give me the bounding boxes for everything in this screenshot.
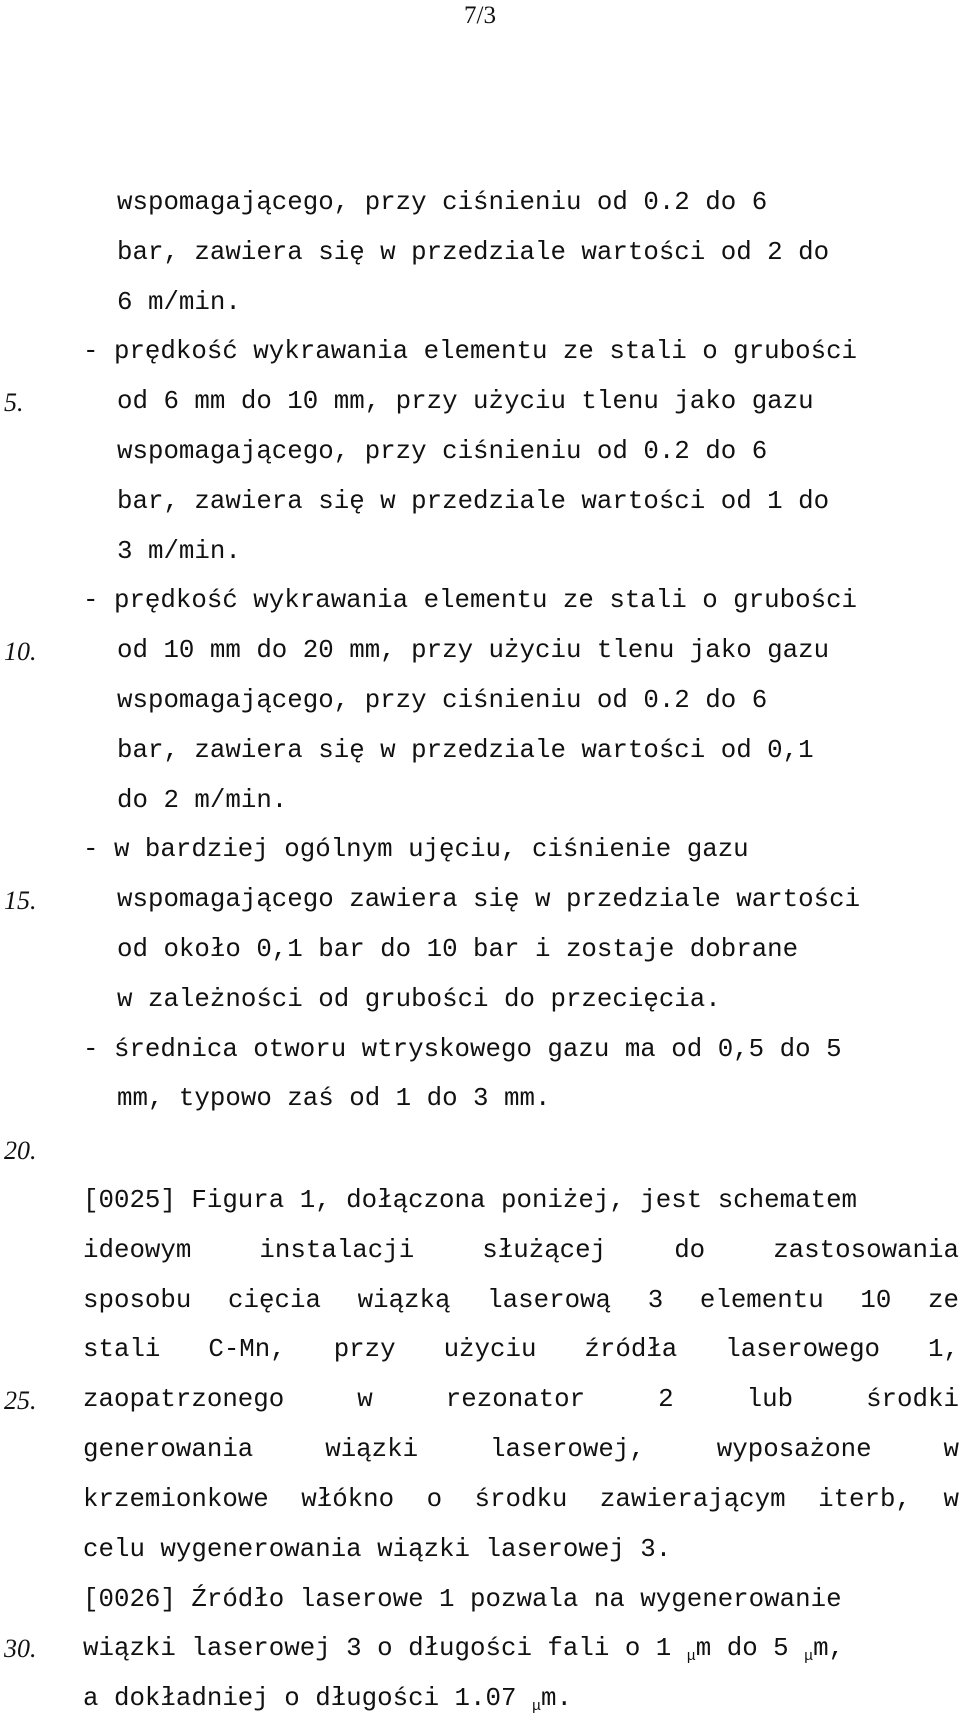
word: wyposażone — [716, 1435, 872, 1464]
word: środki — [866, 1385, 959, 1415]
page-number: 7/3 — [464, 2, 496, 29]
word: instalacji — [259, 1235, 415, 1265]
word: elementu — [699, 1285, 824, 1315]
line-number: 30. — [4, 1634, 37, 1663]
paragraph-line: [0025] Figura 1, dołączona poniżej, jest schematem — [83, 1186, 858, 1215]
text-segment: m do 5 — [695, 1634, 805, 1663]
text-line: od 10 mm do 20 mm, przy użyciu tlenu jako gazu — [117, 636, 830, 666]
word: zastosowania — [773, 1235, 959, 1265]
word: ze — [928, 1285, 959, 1315]
word: C-Mn, — [208, 1335, 286, 1365]
line-number: 10. — [4, 637, 37, 666]
text-line: 6 m/min. — [117, 287, 241, 317]
text-line: 3 m/min. — [117, 536, 241, 566]
line-number: 15. — [4, 886, 37, 915]
text-segment: wiązki laserowej 3 o długości fali o 1 — [83, 1634, 687, 1663]
word: zawierającym — [599, 1484, 786, 1514]
word: iterb, — [818, 1484, 911, 1514]
paragraph-line — [83, 1286, 959, 1316]
paragraph-line — [83, 1236, 959, 1266]
word: służącej — [482, 1235, 607, 1265]
text-line: wspomagającego zawiera się w przedziale wartości — [117, 885, 861, 915]
micro-symbol: μ — [531, 1698, 541, 1715]
text-line: bar, zawiera się w przedziale wartości od 0,1 — [117, 735, 814, 765]
text-line: w zależności od grubości do przecięcia. — [117, 984, 721, 1014]
text-line: wspomagającego, przy ciśnieniu od 0.2 do 6 — [117, 188, 768, 217]
word: cięcia — [228, 1285, 321, 1315]
word: lub — [746, 1385, 794, 1415]
text-line: mm, typowo zaś od 1 do 3 mm. — [117, 1084, 551, 1114]
word: 1, — [927, 1335, 959, 1365]
word: w — [943, 1435, 959, 1464]
word: generowania — [83, 1435, 254, 1464]
word: wiązką — [357, 1285, 451, 1315]
word: laserowej, — [490, 1435, 645, 1464]
word: rezonator — [445, 1385, 586, 1415]
paragraph-line — [83, 1385, 959, 1415]
text-line: wspomagającego, przy ciśnieniu od 0.2 do 6 — [117, 437, 768, 466]
word: laserową — [487, 1285, 612, 1315]
line-number: 20. — [4, 1136, 37, 1165]
line-number: 5. — [4, 388, 24, 417]
word: krzemionkowe — [83, 1484, 269, 1514]
word: zaopatrzonego — [83, 1385, 285, 1415]
word: użyciu — [443, 1335, 537, 1365]
word: o — [426, 1484, 443, 1514]
paragraph-0026-line-1: [0026] Źródło laserowe 1 pozwala na wygenerowanie — [83, 1585, 842, 1614]
text-line: - średnica otworu wtryskowego gazu ma od 0,5 do 5 — [83, 1034, 842, 1064]
word: laserowego — [725, 1335, 881, 1365]
paragraph-0026-line-3 — [83, 1684, 572, 1722]
text-segment: m, — [813, 1634, 845, 1663]
line-number: 25. — [4, 1386, 37, 1415]
micro-symbol: μ — [804, 1648, 814, 1665]
word: w — [357, 1385, 373, 1415]
text-segment: m. — [540, 1684, 572, 1713]
paragraph-line: celu wygenerowania wiązki laserowej 3. — [83, 1534, 672, 1564]
word: wiązki — [325, 1435, 419, 1464]
word: 3 — [647, 1285, 664, 1315]
word: stali — [83, 1335, 161, 1365]
paragraph-line — [83, 1335, 959, 1365]
word: źródła — [584, 1335, 678, 1365]
text-line: wspomagającego, przy ciśnieniu od 0.2 do 6 — [117, 686, 768, 715]
text-line: do 2 m/min. — [117, 785, 288, 815]
text-line: - prędkość wykrawania elementu ze stali o grubości — [83, 586, 858, 616]
text-line: - w bardziej ogólnym ujęciu, ciśnienie gazu — [83, 835, 749, 865]
word: włókno — [301, 1484, 395, 1514]
text-line: bar, zawiera się w przedziale wartości od 2 do — [117, 237, 830, 267]
word: w — [943, 1484, 959, 1514]
text-line: - prędkość wykrawania elementu ze stali o grubości — [83, 337, 858, 367]
word: przy — [333, 1335, 396, 1365]
word: środku — [474, 1484, 568, 1514]
word: sposobu — [83, 1285, 192, 1315]
word: 2 — [658, 1385, 674, 1415]
word: do — [674, 1235, 706, 1265]
paragraph-line — [83, 1435, 959, 1465]
text-segment: a dokładniej o długości 1.07 — [83, 1684, 532, 1713]
paragraph-line — [83, 1485, 959, 1515]
word: ideowym — [83, 1235, 192, 1265]
word: 10 — [860, 1285, 892, 1315]
micro-symbol: μ — [686, 1648, 696, 1665]
text-line: od około 0,1 bar do 10 bar i zostaje dobrane — [117, 935, 799, 964]
text-line: od 6 mm do 10 mm, przy użyciu tlenu jako gazu — [117, 387, 814, 417]
text-line: bar, zawiera się w przedziale wartości od 1 do — [117, 486, 830, 516]
paragraph-0026-line-2 — [83, 1634, 844, 1672]
